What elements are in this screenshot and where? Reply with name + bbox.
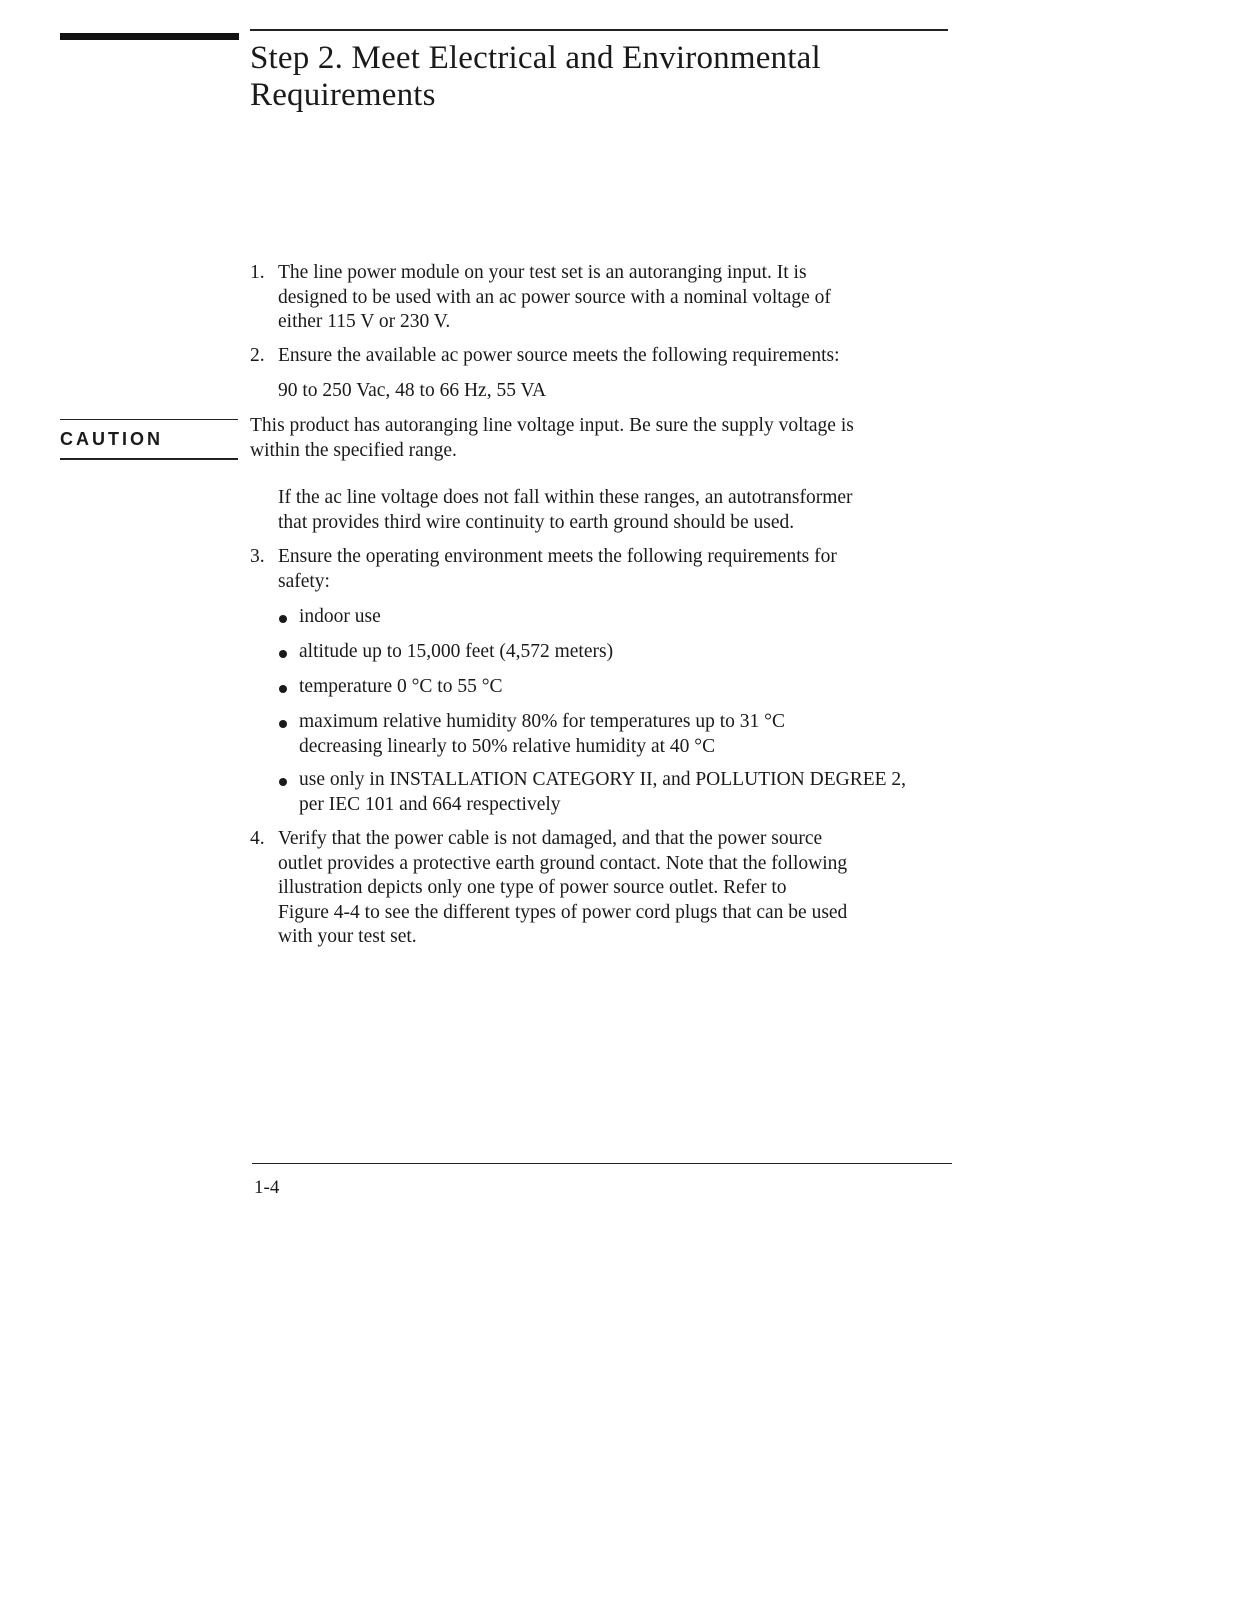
step-1-line-1: The line power module on your test set is an autoranging input. It is [278, 262, 807, 283]
page-title-line-2: Requirements [250, 77, 436, 113]
page-title [250, 40, 970, 114]
bullet-icon [279, 615, 287, 623]
header-rule [250, 29, 948, 31]
caution-label: CAUTION [60, 429, 163, 449]
bullet-icon [279, 685, 287, 693]
page-title-line-1: Step 2. Meet Electrical and Environmental [250, 40, 821, 76]
step-3-line-1: Ensure the operating environment meets the following requirements for [278, 546, 837, 567]
step-4-line-3: illustration depicts only one type of power source outlet. Refer to [278, 877, 787, 898]
autotransformer-note-line-2: that provides third wire continuity to earth ground should be used. [278, 511, 795, 533]
bullet-icon [279, 778, 287, 786]
bullet-humidity-line-2: decreasing linearly to 50% relative humidity at 40 °C [299, 735, 716, 757]
step-3-line-2: safety: [278, 570, 330, 592]
footer-rule [252, 1163, 952, 1164]
autotransformer-note [278, 486, 968, 535]
step-4-number: 4. [250, 828, 265, 849]
step-1-line-2: designed to be used with an ac power source with a nominal voltage of [278, 286, 831, 308]
bullet-installation-line-1: use only in INSTALLATION CATEGORY II, and POLLUTION DEGREE 2, [299, 769, 907, 790]
step-1-text [278, 261, 968, 335]
caution-rule-top [60, 419, 238, 420]
bullet-item-temperature: temperature 0 °C to 55 °C [299, 676, 503, 697]
step-4-line-5: with your test set. [278, 926, 417, 947]
header-thick-bar [60, 33, 239, 40]
step-4-line-4: Figure 4-4 to see the different types of power cord plugs that can be used [278, 901, 848, 923]
bullet-item-altitude: altitude up to 15,000 feet (4,572 meters) [299, 641, 614, 662]
bullet-item-installation [299, 768, 979, 817]
bullet-humidity-line-1: maximum relative humidity 80% for temperatures up to 31 °C [299, 711, 785, 732]
caution-rule-bottom [60, 458, 238, 460]
step-3-text [278, 545, 968, 594]
bullet-icon [279, 650, 287, 658]
step-4-line-2: outlet provides a protective earth ground contact. Note that the following [278, 852, 848, 874]
step-2-number: 2. [250, 345, 265, 366]
bullet-icon [279, 720, 287, 728]
step-4-line-1: Verify that the power cable is not damaged, and that the power source [278, 828, 823, 849]
step-2-text: Ensure the available ac power source meets the following requirements: [278, 345, 840, 366]
step-3-number: 3. [250, 546, 265, 567]
caution-text [250, 414, 970, 463]
step-1-line-3: either 115 V or 230 V. [278, 311, 451, 332]
bullet-installation-line-2: per IEC 101 and 664 respectively [299, 793, 561, 815]
bullet-item-indoor: indoor use [299, 606, 381, 627]
step-4-text [278, 827, 968, 950]
autotransformer-note-line-1: If the ac line voltage does not fall within these ranges, an autotransformer [278, 487, 853, 508]
power-spec: 90 to 250 Vac, 48 to 66 Hz, 55 VA [278, 380, 547, 401]
bullet-item-humidity [299, 710, 979, 759]
step-1-number: 1. [250, 262, 265, 283]
caution-line-1: This product has autoranging line voltage input. Be sure the supply voltage is [250, 415, 854, 436]
caution-line-2: within the specified range. [250, 439, 457, 461]
page-number: 1-4 [254, 1177, 280, 1198]
